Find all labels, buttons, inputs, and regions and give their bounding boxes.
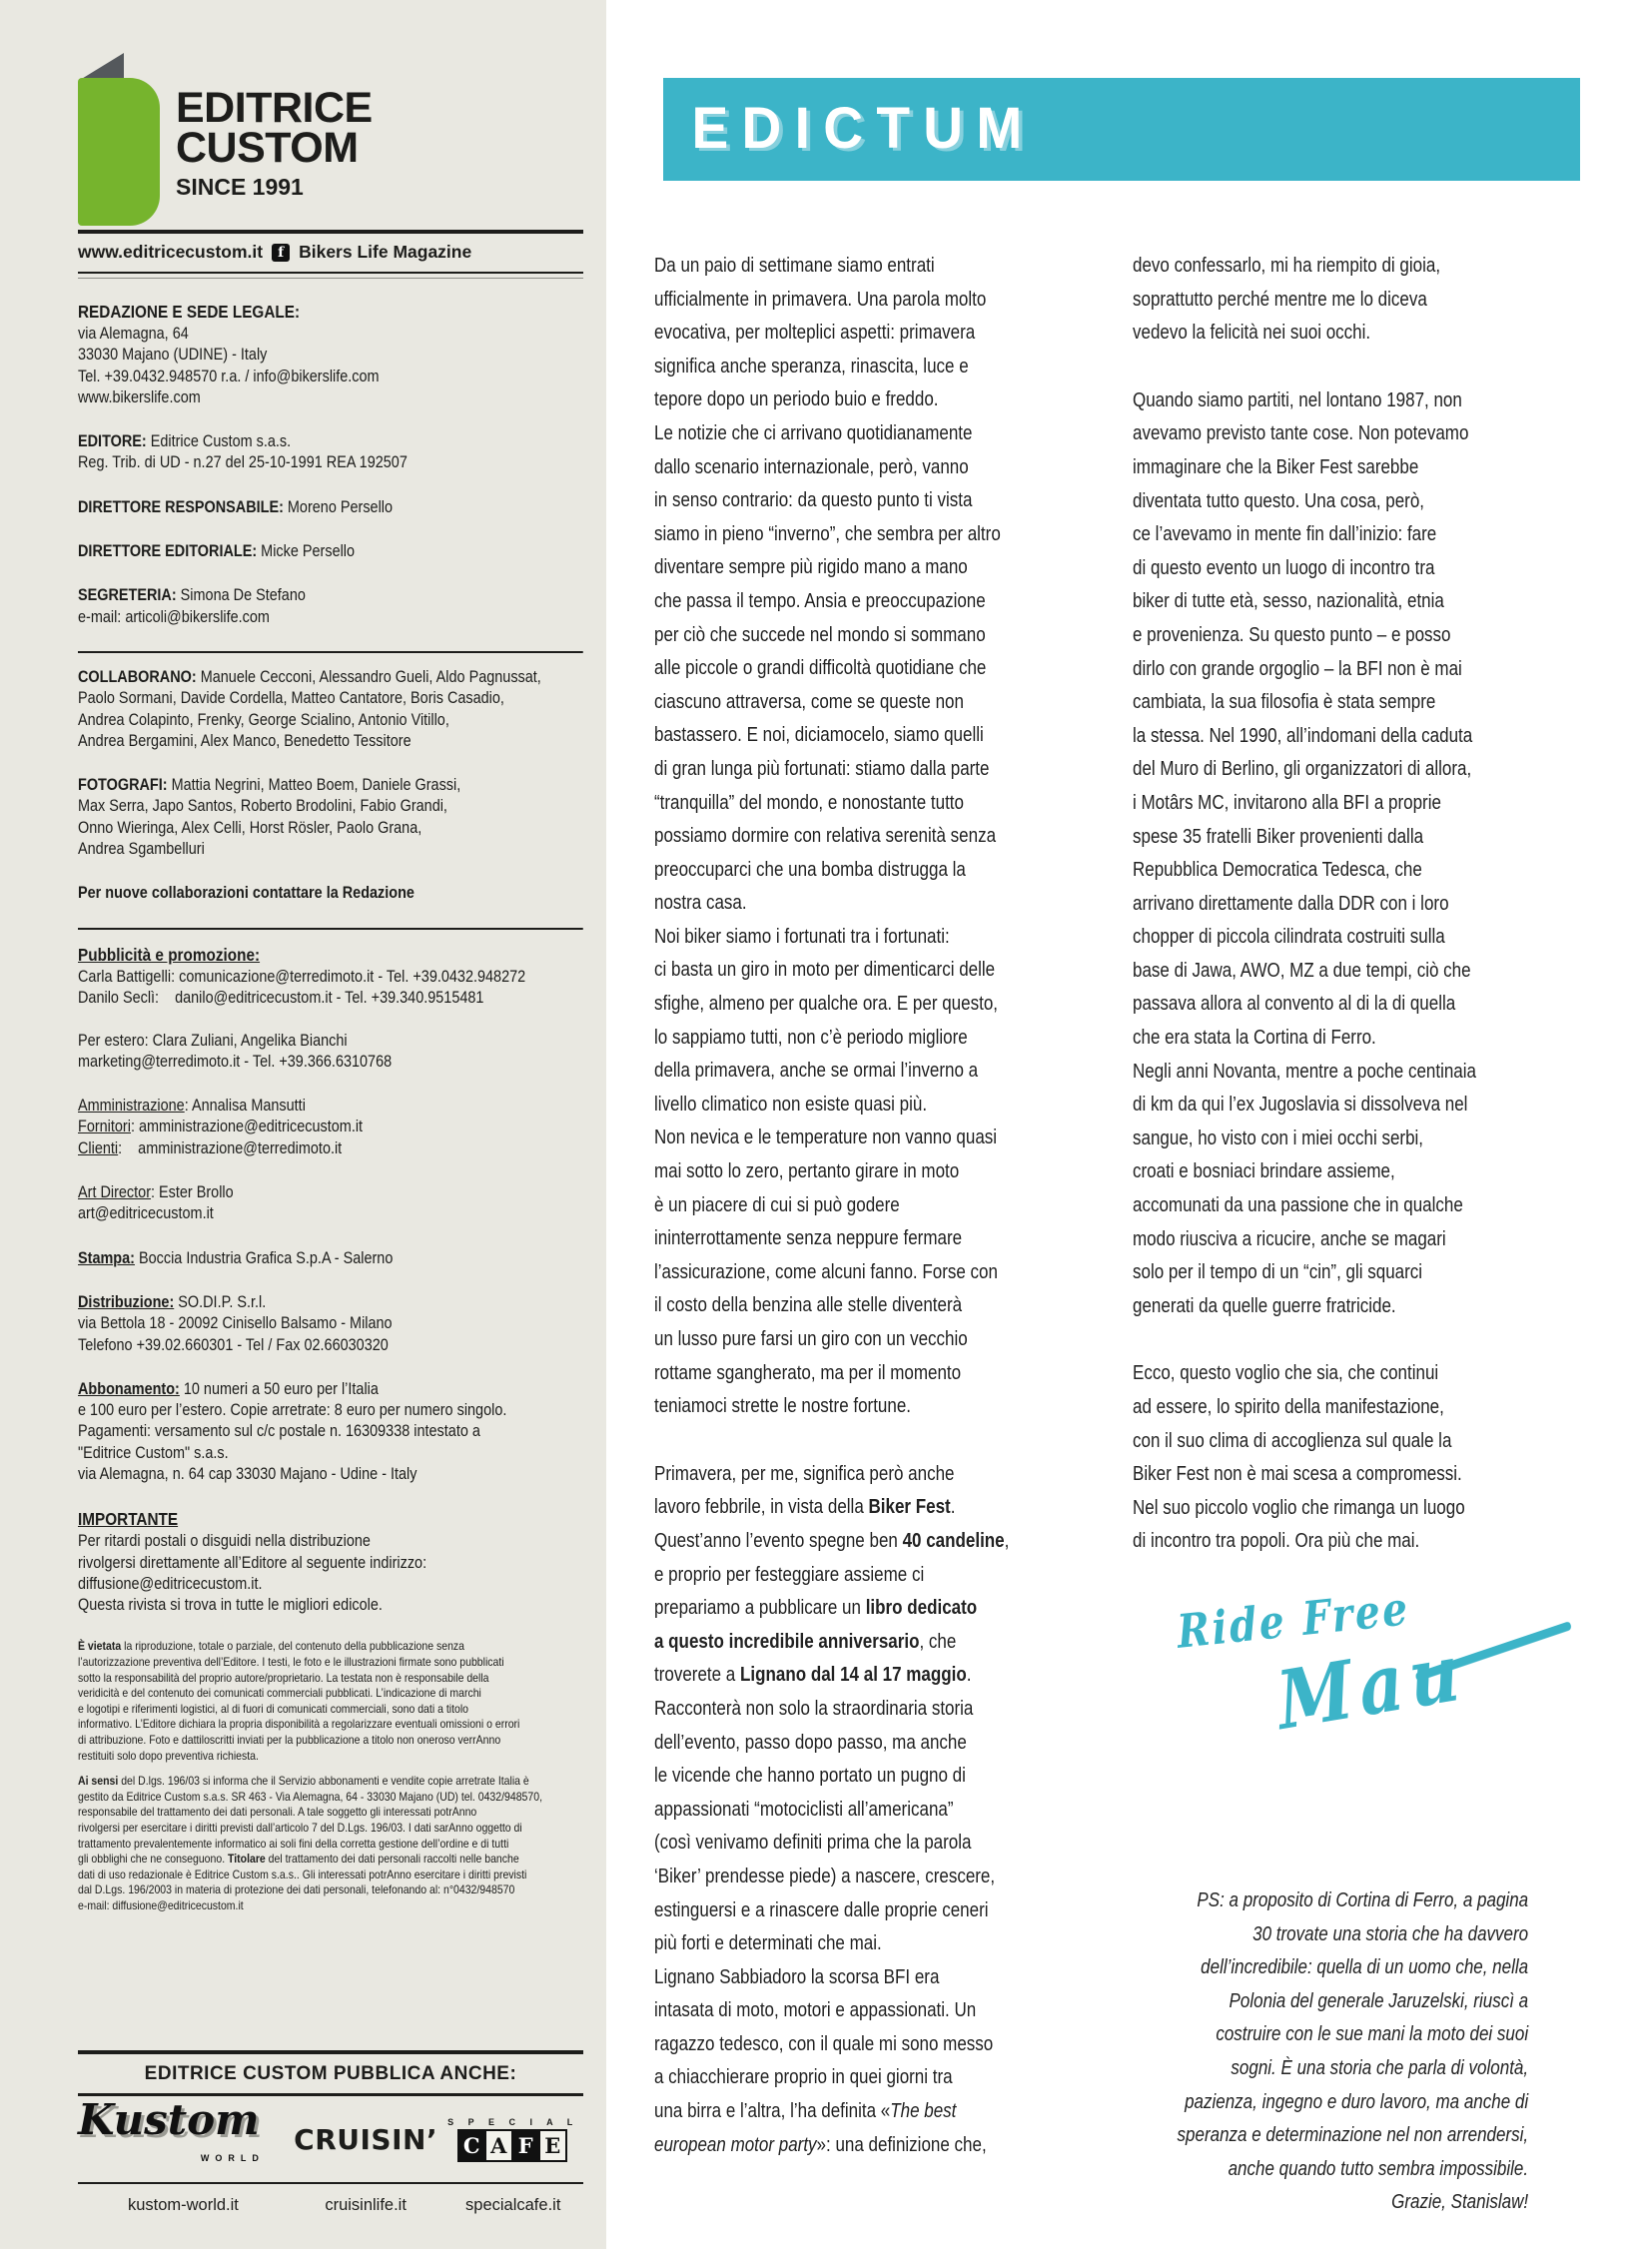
- also-publishes-title: EDITRICE CUSTOM PUBBLICA ANCHE:: [144, 2063, 517, 2084]
- logo-since: SINCE 1991: [176, 174, 304, 200]
- text-line: prepariamo a pubblicare un libro dedicato: [654, 1597, 978, 1620]
- cafe-tile: C: [457, 2129, 486, 2162]
- text-line: FOTOGRAFI: Mattia Negrini, Matteo Boem, Daniele Grassi,: [78, 776, 461, 795]
- masthead-section: [78, 585, 583, 628]
- text-line: mai sotto lo zero, pertanto girare in moto: [654, 1160, 960, 1183]
- text-line: rottame sgangherato, ma per il momento: [654, 1361, 962, 1384]
- masthead-section: [78, 775, 583, 860]
- text-line: livello climatico non esiste quasi più.: [654, 1093, 928, 1116]
- text-line: il costo della benzina alle stelle diventerà: [654, 1294, 963, 1317]
- masthead-section: [78, 1508, 583, 1616]
- postscript-note: [1133, 1884, 1528, 2220]
- text-line: Clienti: amministrazione@terredimoto.it: [78, 1138, 343, 1157]
- section-heading: Pubblicità e promozione:: [78, 944, 261, 965]
- edictum-banner: [663, 78, 1580, 181]
- text-line: EDITORE: Editrice Custom s.a.s.: [78, 432, 292, 451]
- publisher-logo: [78, 58, 586, 218]
- article-paragraph: [654, 1458, 1045, 2162]
- text-line: accomunati da una passione che in qualche: [1133, 1194, 1463, 1217]
- text-line: croati e bosniaci brindare assieme,: [1133, 1160, 1395, 1183]
- text-line: Andrea Colapinto, Frenky, George Scialino, Antonio Vitillo,: [78, 710, 449, 729]
- text-line: diffusione@editricecustom.it.: [78, 1574, 263, 1593]
- text-line: COLLABORANO: Manuele Cecconi, Alessandro Gueli, Aldo Pagnussat,: [78, 667, 541, 686]
- logo-line1: EDITRICE: [176, 84, 373, 132]
- signature-motto: Ride Free: [1175, 1581, 1412, 1659]
- text-line: passava allora al convento al di la di quella: [1133, 993, 1456, 1016]
- text-line: Andrea Sgambelluri: [78, 840, 205, 859]
- text-line: Racconterà non solo la straordinaria storia: [654, 1697, 974, 1720]
- text-line: che passa il tempo. Ansia e preoccupazione: [654, 589, 986, 612]
- text-line: con il suo clima di accoglienza sul quale la: [1133, 1429, 1452, 1452]
- text-line: di incontro tra popoli. Ora più che mai.: [1133, 1530, 1420, 1553]
- text-line: di attribuzione. Foto e dattiloscritti inviati per la pubblicazione a titolo non oneroso verrAnno: [78, 1733, 501, 1748]
- text-line: Art Director: Ester Brollo: [78, 1183, 234, 1202]
- text-line: [78, 1009, 583, 1030]
- text-line: Biker Fest non è mai scesa a compromessi.: [1133, 1463, 1462, 1486]
- text-line: sangue, ho visto con i miei occhi serbi,: [1133, 1126, 1424, 1149]
- text-line: Stampa: Boccia Industria Grafica S.p.A - Salerno: [78, 1248, 394, 1267]
- text-line: dell’evento, passo dopo passo, ma anche: [654, 1731, 967, 1754]
- kustom-world-logo: Kustom WORLD: [78, 2095, 265, 2163]
- text-line: teniamoci strette le nostre fortune.: [654, 1395, 912, 1418]
- text-line: ce l’avevamo in mente fin dall’inizio: fare: [1133, 523, 1437, 546]
- text-line: Distribuzione: SO.DI.P. S.r.l.: [78, 1292, 267, 1311]
- text-line: la stessa. Nel 1990, all’indomani della caduta: [1133, 724, 1473, 747]
- text-line: Pagamenti: versamento sul c/c postale n. 16309338 intestato a: [78, 1422, 480, 1441]
- publisher-url: www.editricecustom.it: [78, 242, 264, 262]
- text-line: soprattutto perché mentre me lo diceva: [1133, 288, 1427, 311]
- text-line: ci basta un giro in moto per dimenticarci delle: [654, 959, 996, 982]
- text-line: european motor party»: una definizione che,: [654, 2133, 987, 2156]
- text-line: Repubblica Democratica Tedesca, che: [1133, 859, 1422, 882]
- sister-magazine-url: specialcafe.it: [465, 2196, 561, 2214]
- text-line: siamo in pieno “inverno”, che sembra per altro: [654, 522, 1001, 545]
- text-line: biker di tutte età, sesso, nazionalità, etnia: [1133, 590, 1444, 613]
- text-line: preoccuparci che una bomba distrugga la: [654, 858, 966, 881]
- text-line: www.bikerslife.com: [78, 387, 201, 406]
- text-line: e 100 euro per l’estero. Copie arretrate: 8 euro per numero singolo.: [78, 1401, 507, 1420]
- text-line: cambiata, la sua filosofia è stata sempre: [1133, 691, 1436, 714]
- text-line: Le notizie che ci arrivano quotidianamente: [654, 421, 973, 444]
- text-line: l’assicurazione, come alcuni fanno. Forse con: [654, 1260, 998, 1283]
- article-column-2: [1133, 250, 1528, 2220]
- text-line: sogni. È una storia che parla di volontà,: [1231, 2056, 1529, 2079]
- text-line: ciascuno attraversa, come se queste non: [654, 690, 964, 713]
- text-line: che era stata la Cortina di Ferro.: [1133, 1027, 1376, 1050]
- masthead-section: [78, 667, 583, 752]
- article-paragraph: [1133, 250, 1528, 351]
- text-line: Per nuove collaborazioni contattare la Redazione: [78, 884, 414, 903]
- text-line: e-mail: articoli@bikerslife.com: [78, 607, 270, 626]
- facebook-icon: f: [272, 244, 290, 262]
- text-line: È vietata la riproduzione, totale o parziale, del contenuto della pubblicazione senza: [78, 1639, 465, 1654]
- text-line: evocativa, per molteplici aspetti: primavera: [654, 322, 976, 345]
- text-line: di km da qui l’ex Jugoslavia si dissolveva nel: [1133, 1094, 1468, 1117]
- masthead-section: [78, 1774, 583, 1913]
- text-line: Quando siamo partiti, nel lontano 1987, non: [1133, 388, 1462, 411]
- text-line: i Motârs MC, invitarono alla BFI a proprie: [1133, 791, 1441, 814]
- text-line: ininterrottamente senza neppure fermare: [654, 1227, 963, 1250]
- also-publishes-block: [78, 2050, 583, 2215]
- text-line: Quest’anno l’evento spegne ben 40 candeline,: [654, 1529, 1010, 1552]
- text-line: Danilo Seclì: danilo@editricecustom.it - Tel. +39.340.9515481: [78, 988, 484, 1007]
- signature-name: Mau: [1271, 1623, 1471, 1748]
- text-line: lo sappiamo tutti, non c’è periodo migliore: [654, 1026, 968, 1049]
- section-heading: IMPORTANTE: [78, 1509, 179, 1530]
- text-line: del Muro di Berlino, gli organizzatori di allora,: [1133, 758, 1472, 781]
- text-line: bastassero. E noi, diciamocelo, siamo quelli: [654, 724, 984, 747]
- special-cafe-logo: S P E C I A L C A F E: [442, 2117, 583, 2162]
- text-line: marketing@terredimoto.it - Tel. +39.366.6310768: [78, 1052, 393, 1071]
- section-heading: REDAZIONE E SEDE LEGALE:: [78, 302, 301, 322]
- text-line: art@editricecustom.it: [78, 1204, 214, 1223]
- text-line: generati da quelle guerre fratricide.: [1133, 1294, 1396, 1317]
- text-line: dell’incredibile: quella di un uomo che, nella: [1201, 1956, 1529, 1979]
- divider: [78, 651, 583, 653]
- text-line: Grazie, Stanislaw!: [1391, 2191, 1529, 2214]
- text-line: Non nevica e le temperature non vanno quasi: [654, 1126, 998, 1149]
- text-line: dal D.Lgs. 196/2003 in materia di protezione dei dati personali, telefonando al: n°0432/948570: [78, 1882, 515, 1897]
- text-line: via Alemagna, n. 64 cap 33030 Majano - Udine - Italy: [78, 1464, 417, 1483]
- text-line: costruire con le sue mani la moto dei suoi: [1216, 2023, 1529, 2046]
- text-line: gli obblighi che ne conseguono. Titolare del trattamento dei dati personali raccolti nelle banche: [78, 1852, 519, 1867]
- text-line: arrivano direttamente dalla DDR con i loro: [1133, 892, 1449, 915]
- masthead-section: [78, 1096, 583, 1159]
- sidebar-content: [0, 0, 606, 2249]
- text-line: e proprio per festeggiare assieme ci: [654, 1563, 925, 1586]
- text-line: via Alemagna, 64: [78, 325, 189, 343]
- text-line: Tel. +39.0432.948570 r.a. / info@bikerslife.com: [78, 367, 380, 385]
- text-line: responsabile del trattamento dei dati personali. A tale soggetto gli interessati potrAnno: [78, 1805, 477, 1820]
- text-line: Ai sensi del D.lgs. 196/03 si informa che il Servizio abbonamenti e vendite copie arretrate Italia è: [78, 1774, 529, 1789]
- article-column-1: [654, 250, 1045, 2162]
- masthead-section: [78, 1292, 583, 1356]
- text-line: ragazzo tedesco, con il quale mi sono messo: [654, 2032, 994, 2055]
- text-line: devo confessarlo, mi ha riempito di gioia,: [1133, 255, 1441, 277]
- text-line: DIRETTORE RESPONSABILE: Moreno Persello: [78, 497, 394, 516]
- text-line: possiamo dormire con relativa serenità senza: [654, 825, 997, 848]
- text-line: chopper di piccola cilindrata costruiti sulla: [1133, 926, 1445, 949]
- text-line: Amministrazione: Annalisa Mansutti: [78, 1097, 306, 1116]
- text-line: diventare sempre più rigido mano a mano: [654, 556, 968, 579]
- text-line: gestito da Editrice Custom s.a.s. SR 463 - Via Alemagna, 64 - 33030 Majano (UD) tel. 0432/948570,: [78, 1789, 542, 1804]
- text-line: Polonia del generale Jaruzelski, riuscì a: [1229, 1989, 1529, 2012]
- text-line: Nel suo piccolo voglio che rimanga un luogo: [1133, 1496, 1465, 1519]
- page-title: EDICTUM: [691, 96, 1036, 161]
- masthead-section: [78, 431, 583, 474]
- text-line: anche quando tutto sembra impossibile.: [1228, 2157, 1529, 2180]
- cafe-tile: E: [538, 2129, 567, 2162]
- masthead-blocks: [78, 301, 583, 1924]
- text-line: l’autorizzazione preventiva dell’Editore. I testi, le foto e le illustrazioni firmate sono pubblicati: [78, 1655, 504, 1670]
- sister-magazine-urls: [78, 2184, 583, 2215]
- masthead-section: [78, 1379, 583, 1485]
- text-line: via Bettola 18 - 20092 Cinisello Balsamo - Milano: [78, 1314, 393, 1333]
- masthead-sidebar: [0, 0, 606, 2249]
- divider: [78, 928, 583, 930]
- text-line: base di Jawa, AWO, MZ a due tempi, ciò che: [1133, 959, 1471, 982]
- text-line: pazienza, ingegno e duro lavoro, ma anche di: [1185, 2090, 1529, 2113]
- article-paragraph: [654, 250, 1045, 1424]
- text-line: una birra e l’altra, l’ha definita «The best: [654, 2100, 957, 2123]
- text-line: Paolo Sormani, Davide Cordella, Matteo Cantatore, Boris Casadio,: [78, 689, 504, 708]
- editorial-main: [606, 0, 1652, 2249]
- signature-block: [1133, 1581, 1528, 1767]
- text-line: a questo incredibile anniversario, che: [654, 1630, 957, 1653]
- masthead-section: [78, 541, 583, 562]
- text-line: PS: a proposito di Cortina di Ferro, a pagina: [1197, 1888, 1529, 1911]
- article-paragraph: [1133, 384, 1528, 1324]
- text-line: dati di uso redazionale è Editrice Custom s.a.s.. Gli interessati potrAnno esercitare i diritti previsti: [78, 1867, 527, 1881]
- text-line: e logotipi e riferimenti logistici, al di fuori di comunicati commerciali, sono dati a titolo: [78, 1701, 469, 1716]
- text-line: ufficialmente in primavera. Una parola molto: [654, 288, 987, 311]
- text-line: le vicende che hanno portato un pugno di: [654, 1765, 966, 1788]
- text-line: diventata tutto questo. Una cosa, però,: [1133, 489, 1425, 512]
- text-line: Carla Battigelli: comunicazione@terredimoto.it - Tel. +39.0432.948272: [78, 967, 526, 986]
- text-line: Primavera, per me, significa però anche: [654, 1462, 955, 1485]
- text-line: solo per il tempo di un “cin”, gli squarci: [1133, 1261, 1423, 1284]
- text-line: più forti e determinati che mai.: [654, 1932, 882, 1955]
- text-line: un lusso pure farsi un giro con un vecchio: [654, 1328, 968, 1350]
- cruisin-logo: CRUISIN’: [294, 2122, 438, 2156]
- text-line: Reg. Trib. di UD - n.27 del 25-10-1991 REA 192507: [78, 453, 408, 472]
- publisher-logo-text: [176, 58, 373, 201]
- text-line: 33030 Majano (UDINE) - Italy: [78, 346, 268, 365]
- text-line: Fornitori: amministrazione@editricecustom.it: [78, 1118, 364, 1136]
- masthead-section: [78, 944, 583, 1073]
- text-line: sfighe, almeno per qualche ora. E per questo,: [654, 993, 998, 1016]
- text-line: immaginare che la Biker Fest sarebbe: [1133, 455, 1419, 478]
- text-line: Da un paio di settimane siamo entrati: [654, 255, 935, 277]
- text-line: lavoro febbrile, in vista della Biker Fest.: [654, 1496, 956, 1519]
- text-line: Ecco, questo voglio che sia, che continui: [1133, 1362, 1439, 1385]
- text-line: 30 trovate una storia che ha davvero: [1252, 1922, 1529, 1945]
- sister-magazine-logos: [78, 2096, 583, 2182]
- article-paragraph: [1133, 1357, 1528, 1559]
- text-line: veridicità e del contenuto dei comunicati commerciali pubblicati. L’indicazione di marchi: [78, 1686, 481, 1701]
- masthead-section: [78, 1639, 583, 1764]
- text-line: Onno Wieringa, Alex Celli, Horst Rösler, Paolo Grana,: [78, 818, 422, 837]
- text-line: Lignano Sabbiadoro la scorsa BFI era: [654, 1965, 940, 1988]
- text-line: Questa rivista si trova in tutte le migliori edicole.: [78, 1596, 383, 1615]
- book-logo-icon: [78, 78, 160, 226]
- masthead-section: [78, 301, 583, 408]
- sister-magazine-url: cruisinlife.it: [325, 2196, 407, 2214]
- logo-line2: CUSTOM: [176, 124, 359, 172]
- text-line: di questo evento un luogo di incontro tra: [1133, 556, 1435, 579]
- text-line: è un piacere di cui si può godere: [654, 1193, 900, 1216]
- text-line: Telefono +39.02.660301 - Tel / Fax 02.66030320: [78, 1335, 389, 1354]
- text-line: nostra casa.: [654, 892, 747, 915]
- page-fold-icon: [80, 53, 124, 80]
- text-line: speranza e determinazione nel non arrendersi,: [1177, 2124, 1529, 2147]
- text-line: Per ritardi postali o disguidi nella distribuzione: [78, 1532, 371, 1551]
- text-line: per ciò che succede nel mondo si sommano: [654, 623, 986, 646]
- text-line: rivolgersi per esercitare i diritti previsti dall’articolo 7 del D.Lgs. 196/03. I dati sarAnno oggetto di: [78, 1821, 522, 1835]
- text-line: Per estero: Clara Zuliani, Angelika Bianchi: [78, 1031, 348, 1050]
- sister-magazine-url: kustom-world.it: [127, 2196, 239, 2214]
- text-line: di gran lunga più fortunati: stiamo dalla parte: [654, 757, 990, 780]
- masthead-section: [78, 1248, 583, 1269]
- cafe-tile: F: [511, 2129, 540, 2162]
- text-line: ad essere, lo spirito della manifestazione,: [1133, 1396, 1444, 1418]
- text-line: DIRETTORE EDITORIALE: Micke Persello: [78, 542, 356, 561]
- text-line: ‘Biker’ prendesse piede) a nascere, crescere,: [654, 1865, 996, 1887]
- text-line: Noi biker siamo i fortunati tra i fortunati:: [654, 925, 950, 948]
- text-line: "Editrice Custom" s.a.s.: [78, 1443, 229, 1462]
- green-book-shape: [78, 78, 160, 226]
- divider: [78, 272, 583, 279]
- masthead-section: [78, 1182, 583, 1225]
- text-line: Andrea Bergamini, Alex Manco, Benedetto Tessitore: [78, 731, 412, 750]
- text-line: e-mail: diffusione@editricecustom.it: [78, 1897, 244, 1912]
- text-line: rivolgersi direttamente all’Editore al seguente indirizzo:: [78, 1553, 427, 1572]
- text-line: vedevo la felicità nei suoi occhi.: [1133, 322, 1371, 345]
- text-line: modo riusciva a ricucire, anche se magari: [1133, 1227, 1446, 1250]
- article-column-2-paragraphs: [1133, 250, 1528, 1559]
- text-line: SEGRETERIA: Simona De Stefano: [78, 586, 306, 605]
- text-line: appassionati “motociclisti all’americana”: [654, 1798, 954, 1821]
- text-line: a chiacchierare proprio in quei giorni tra: [654, 2066, 953, 2089]
- text-line: Abbonamento: 10 numeri a 50 euro per l’Italia: [78, 1379, 379, 1398]
- text-line: in senso contrario: da questo punto ti vista: [654, 489, 973, 512]
- cafe-tile: A: [484, 2129, 513, 2162]
- masthead-section: [78, 497, 583, 518]
- text-line: alle piccole o grandi difficoltà quotidiane che: [654, 657, 987, 680]
- text-line: (così venivamo definiti prima che la parola: [654, 1832, 972, 1855]
- text-line: sotto la responsabilità del proprio autore/proprietario. La testata non è responsabile della: [78, 1670, 489, 1685]
- text-line: spese 35 fratelli Biker provenienti dalla: [1133, 825, 1424, 848]
- masthead-section: [78, 883, 583, 904]
- site-bar: [78, 234, 586, 272]
- text-line: dallo scenario internazionale, però, vanno: [654, 455, 969, 478]
- text-line: avevamo previsto tante cose. Non potevamo: [1133, 422, 1469, 445]
- text-line: Negli anni Novanta, mentre a poche centinaia: [1133, 1060, 1476, 1083]
- text-line: trattamento prevalentemente informatico ai soli fini della corretta gestione dell’ordine e di tutti: [78, 1836, 509, 1851]
- text-line: e provenienza. Su questo punto – e posso: [1133, 623, 1451, 646]
- facebook-page-label: Bikers Life Magazine: [299, 242, 472, 262]
- text-line: significa anche speranza, rinascita, luce e: [654, 355, 969, 377]
- text-line: della primavera, anche se ormai l’inverno a: [654, 1060, 979, 1083]
- text-line: dirlo con grande orgoglio – la BFI non è mai: [1133, 657, 1462, 680]
- text-line: intasata di moto, motori e appassionati. Un: [654, 1999, 977, 2022]
- text-line: estinguersi e a rinascere dalle proprie ceneri: [654, 1898, 989, 1921]
- text-line: restituiti solo dopo preventiva richiesta.: [78, 1748, 259, 1763]
- text-line: “tranquilla” del mondo, e nonostante tutto: [654, 791, 964, 814]
- text-line: Max Serra, Japo Santos, Roberto Brodolini, Fabio Grandi,: [78, 797, 447, 816]
- text-line: informativo. L’Editore dichiara la propria disponibilità a regolarizzare eventuali omissioni o errori: [78, 1717, 520, 1732]
- text-line: tepore dopo un periodo buio e freddo.: [654, 388, 939, 411]
- text-line: troverete a Lignano dal 14 al 17 maggio.: [654, 1664, 972, 1687]
